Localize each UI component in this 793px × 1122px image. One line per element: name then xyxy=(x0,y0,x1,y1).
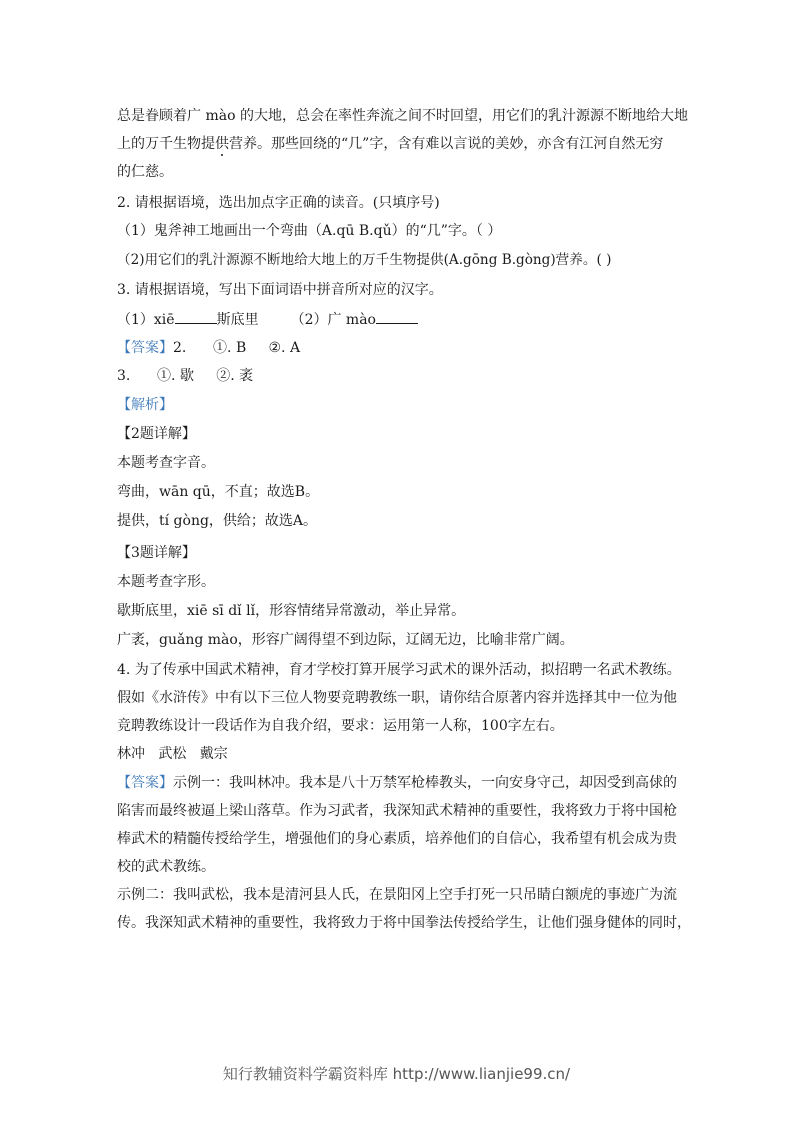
q2-stem: 2. 请根据语境，选出加点字正确的读音。(只填序号) xyxy=(117,195,440,211)
answer-block-2-line-3: 棒武术的精髓传授给学生，增强他们的身心素质，培养他们的自信心，我希望有机会成为贵 xyxy=(117,831,677,847)
footer-watermark: 知行教辅资料学霸资料库 http://www.lianjie99.cn/ xyxy=(222,1065,571,1083)
intro-line-2: 上的万千生物提供营养。那些回绕的“几”字，含有难以言说的美妙，亦含有江河自然无穷 xyxy=(117,136,664,152)
answer-tag-2: 【答案】 xyxy=(117,775,173,791)
answer-block-2-line-4: 校的武术教练。 xyxy=(117,859,215,875)
q2-detail-line-3: 提供，tí gòng，供给；故选A。 xyxy=(117,513,318,529)
q2-detail-title: 【2题详解】 xyxy=(117,426,196,442)
answer-block-1: 【答案】2. ①. B ②. A xyxy=(117,340,301,356)
q4-line-3: 竞聘教练设计一段话作为自我介绍，要求：运用第一人称，100字左右。 xyxy=(117,718,564,734)
document-page xyxy=(117,94,697,931)
q2-detail-line-2: 弯曲，wān qū，不直；故选B。 xyxy=(117,484,320,500)
q4-line-2: 假如《水浒传》中有以下三位人物要竞聘教练一职，请你结合原著内容并选择其中一位为他 xyxy=(117,690,677,706)
answer-block-2-line-6: 传。我深知武术精神的重要性，我将致力于将中国拳法传授给学生，让他们强身健体的同时， xyxy=(117,915,691,931)
answer-block-2-line-1: 【答案】示例一：我叫林冲。我本是八十万禁军枪棒教头，一向安身守己，却因受到高俅的 xyxy=(117,775,677,791)
q3-detail-line-1: 本题考查字形。 xyxy=(117,574,215,590)
q2-item-2: （2)用它们的乳汁源源不断地给大地上的万千生物提供(A.gōng B.gòng)营养。( ) xyxy=(117,252,612,268)
answer-blank-1 xyxy=(175,311,217,324)
q3-items: （1）xiē 斯底里 （2）广 mào xyxy=(117,311,697,328)
answer-block-2-line-2: 陷害而最终被逼上梁山落草。作为习武者，我深知武术精神的重要性，我将致力于将中国枪 xyxy=(117,803,677,819)
q4-line-1: 4. 为了传承中国武术精神，育才学校打算开展学习武术的课外活动，拟招聘一名武术教练。 xyxy=(117,662,681,678)
analysis-tag: 【解析】 xyxy=(117,397,173,413)
q2-detail-line-1: 本题考查字音。 xyxy=(117,455,215,471)
q3-detail-title: 【3题详解】 xyxy=(117,545,196,561)
q3-detail-line-2: 歇斯底里，xiē sī dǐ lǐ，形容情绪异常激动，举止异常。 xyxy=(117,603,466,619)
intro-paragraph xyxy=(117,108,697,180)
emphasis-char: 供 xyxy=(215,136,229,152)
q3-detail-line-3: 广袤，guǎng mào，形容广阔得望不到边际，辽阔无边，比喻非常广阔。 xyxy=(117,632,574,648)
answer-block-2-line-5: 示例二：我叫武松，我本是清河县人氏，在景阳冈上空手打死一只吊睛白额虎的事迹广为流 xyxy=(117,887,677,903)
q4-names: 林冲 武松 戴宗 xyxy=(117,746,228,762)
intro-line-3: 的仁慈。 xyxy=(117,164,173,180)
answer-tag: 【答案】 xyxy=(117,340,173,356)
q3-stem: 3. 请根据语境，写出下面词语中拼音所对应的汉字。 xyxy=(117,282,443,298)
intro-line-1: 总是眷顾着广 mào 的大地，总会在率性奔流之间不时回望，用它们的乳汁源源不断地给大地 xyxy=(117,108,688,124)
answer-blank-2 xyxy=(376,311,418,324)
q2-item-1: （1）鬼斧神工地画出一个弯曲（A.qū B.qǔ）的“几”字。（ ） xyxy=(117,223,502,239)
answer-line-2: 3. ①. 歇 ②. 袤 xyxy=(117,368,254,384)
